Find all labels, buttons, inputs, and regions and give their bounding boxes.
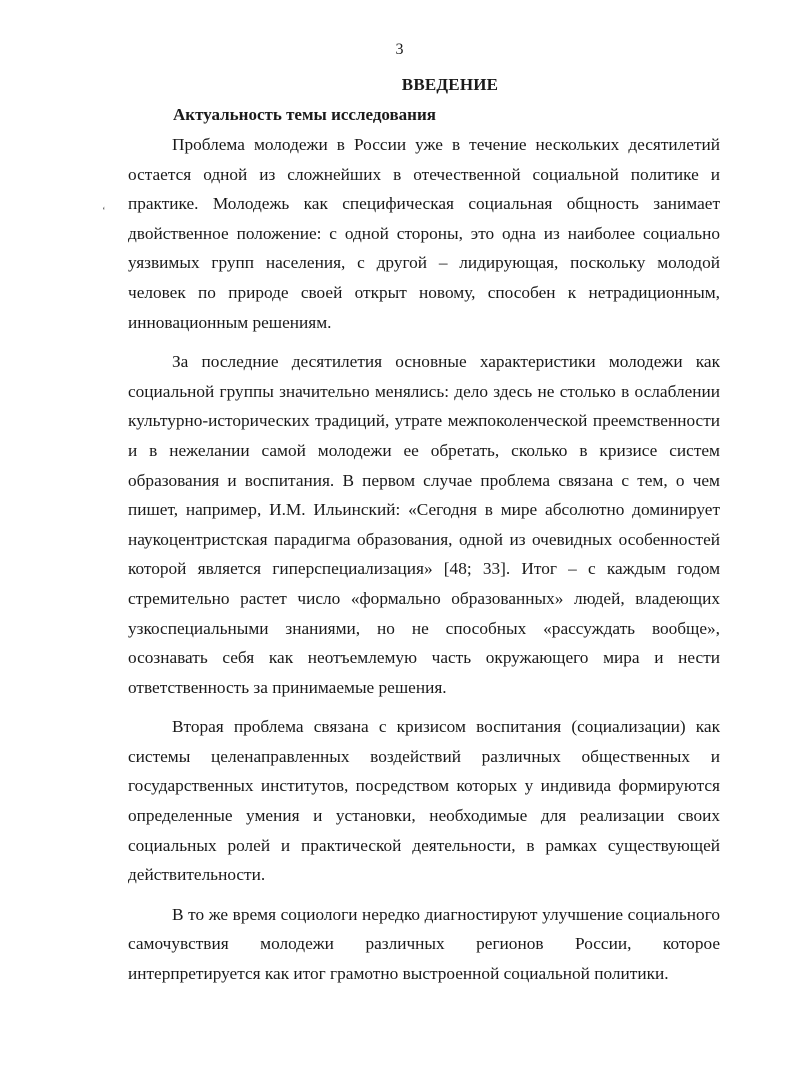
- paragraph-1: Проблема молодежи в России уже в течение нескольких десятилетий остается одной из сложнейших в отечественной социальной политике и практике. Молодежь как специфическая социальная общность занимает двойственное положение: с одной стороны, это одна из наиболее социально уязвимых групп населения, с другой – лидирующая, поскольку молодой человек по природе своей открыт новому, способен к нетрадиционным, инновационным решениям.: [128, 135, 720, 332]
- paragraph-3: Вторая проблема связана с кризисом воспитания (социализации) как системы целенаправленных воздействий различных общественных и государственных институтов, посредством которых у индивида формируются определенные умения и установки, необходимые для реализации своих социальных ролей и практической деятельности, в рамках существующей действительности.: [128, 717, 720, 885]
- section-heading: Актуальность темы исследования: [173, 105, 436, 124]
- page-number: 3: [395, 41, 404, 58]
- body-text: [128, 130, 720, 989]
- chapter-title: ВВЕДЕНИЕ: [401, 75, 499, 94]
- paragraph-2: За последние десятилетия основные характеристики молодежи как социальной группы значительно менялись: дело здесь не столько в ослаблении культурно-исторических традиций, утрате межпоколенческой преемственности и в нежелании самой молодежи ее обретать, сколько в кризисе систем образования и воспитания. В первом случае проблема связана с тем, о чем пишет, например, И.М. Ильинский: «Сегодня в мире абсолютно доминирует наукоцентристская парадигма образования, одной из очевидных особенностей которой является гиперспециализация» [48; 33]. Итог – с каждым годом стремительно растет число «формально образованных» людей, владеющих узкоспециальными знаниями, но не способных «рассуждать вообще», осознавать себя как неотъемлемую часть окружающего мира и нести ответственность за принимаемые решения.: [128, 352, 720, 697]
- scan-mark: ‘: [102, 205, 106, 217]
- paragraph-4: В то же время социологи нередко диагностируют улучшение социального самочувствия молодежи различных регионов России, которое интерпретируется как итог грамотно выстроенной социальной политики.: [128, 904, 720, 984]
